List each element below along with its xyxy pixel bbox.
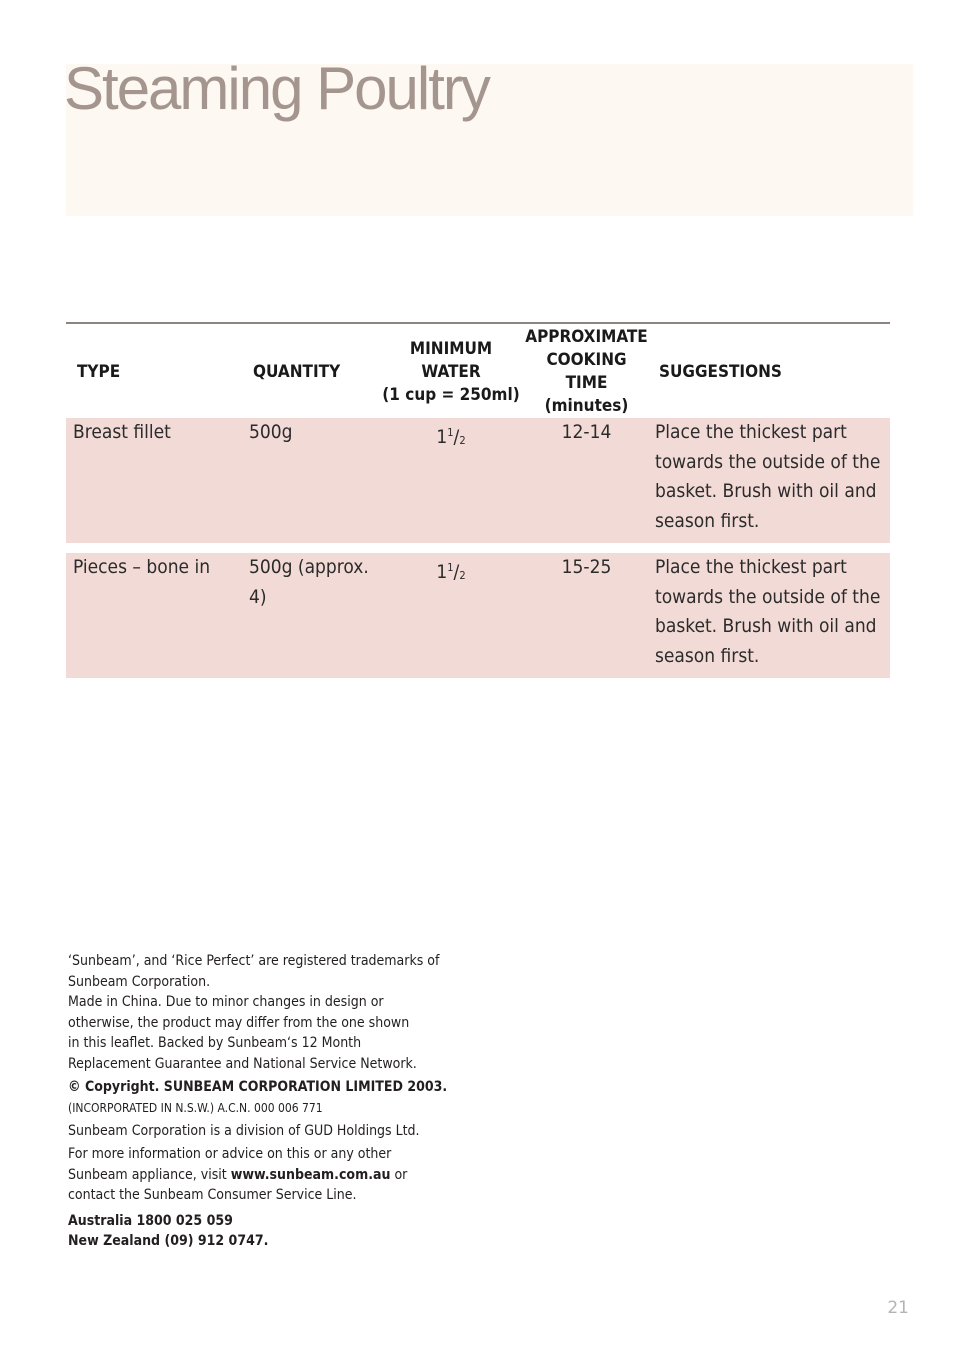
water-whole: 1 — [436, 426, 448, 448]
cell-water — [377, 553, 525, 678]
table-row — [66, 553, 890, 678]
header-time-line-1: APPROXIMATE — [525, 327, 648, 347]
header-water-line-2: WATER — [421, 361, 481, 382]
water-numerator: 1 — [447, 561, 454, 574]
header-time-line-2: COOKING TIME — [546, 350, 627, 393]
table-header-row — [66, 323, 890, 418]
cell-time: 12-14 — [525, 418, 648, 543]
water-numerator: 1 — [447, 426, 454, 439]
made-in-line-2: otherwise, the product may differ from the one shown — [68, 1014, 410, 1031]
water-denominator: 2 — [459, 569, 466, 582]
legal-footer — [68, 951, 488, 1252]
made-in-line-1: Made in China. Due to minor changes in design or — [68, 994, 384, 1010]
phone-new-zealand: New Zealand (09) 912 0747. — [68, 1233, 269, 1249]
cell-suggestion: Place the thickest part towards the outside of the basket. Brush with oil and season first. — [648, 418, 890, 543]
info-line-2 — [68, 1165, 488, 1186]
trademark-line-1: ‘Sunbeam’, and ‘Rice Perfect’ are registered trademarks of — [68, 953, 440, 969]
sunbeam-website-link[interactable]: www.sunbeam.com.au — [230, 1166, 391, 1183]
cell-suggestion: Place the thickest part towards the outside of the basket. Brush with oil and season first. — [648, 553, 890, 678]
header-minimum-water — [377, 323, 525, 418]
cell-time: 15-25 — [525, 553, 648, 678]
division-line: Sunbeam Corporation is a division of GUD Holdings Ltd. — [68, 1122, 420, 1139]
info-line-3: contact the Sunbeam Consumer Service Line. — [68, 1187, 357, 1203]
table-row — [66, 418, 890, 543]
incorporated-line: (INCORPORATED IN N.S.W.) A.C.N. 000 006 771 — [68, 1100, 323, 1115]
header-type: TYPE — [66, 323, 242, 418]
cell-type: Breast fillet — [66, 418, 242, 543]
header-water-line-1: MINIMUM — [409, 338, 493, 359]
water-slash: / — [453, 561, 460, 583]
page-title: Steaming Poultry — [64, 55, 489, 122]
water-whole: 1 — [436, 561, 448, 583]
header-suggestions: SUGGESTIONS — [648, 323, 890, 418]
info-line-2-suffix: or — [390, 1166, 408, 1183]
made-in-line-3: in this leaflet. Backed by Sunbeam‘s 12 Month — [68, 1035, 362, 1051]
cell-type: Pieces – bone in — [66, 553, 242, 678]
made-in-line-4: Replacement Guarantee and National Service Network. — [68, 1055, 417, 1072]
header-cooking-time — [525, 323, 648, 418]
water-slash: / — [453, 426, 460, 448]
header-time-line-3: (minutes) — [544, 396, 629, 416]
trademark-line-2: Sunbeam Corporation. — [68, 973, 211, 990]
info-line-1: For more information or advice on this or any other — [68, 1146, 392, 1162]
cell-quantity: 500g (approx. 4) — [242, 553, 377, 678]
copyright-line: © Copyright. SUNBEAM CORPORATION LIMITED 2003. — [68, 1079, 448, 1095]
page-number: 21 — [887, 1298, 909, 1318]
cell-water — [377, 418, 525, 543]
row-spacer — [66, 543, 890, 553]
phone-australia: Australia 1800 025 059 — [68, 1212, 233, 1229]
header-water-line-3: (1 cup = 250ml) — [382, 384, 520, 405]
poultry-table — [66, 322, 890, 678]
water-denominator: 2 — [459, 434, 466, 447]
cell-quantity: 500g — [242, 418, 377, 543]
header-quantity: QUANTITY — [242, 323, 377, 418]
info-line-2-prefix: Sunbeam appliance, visit — [68, 1166, 231, 1183]
steaming-table — [66, 322, 890, 678]
